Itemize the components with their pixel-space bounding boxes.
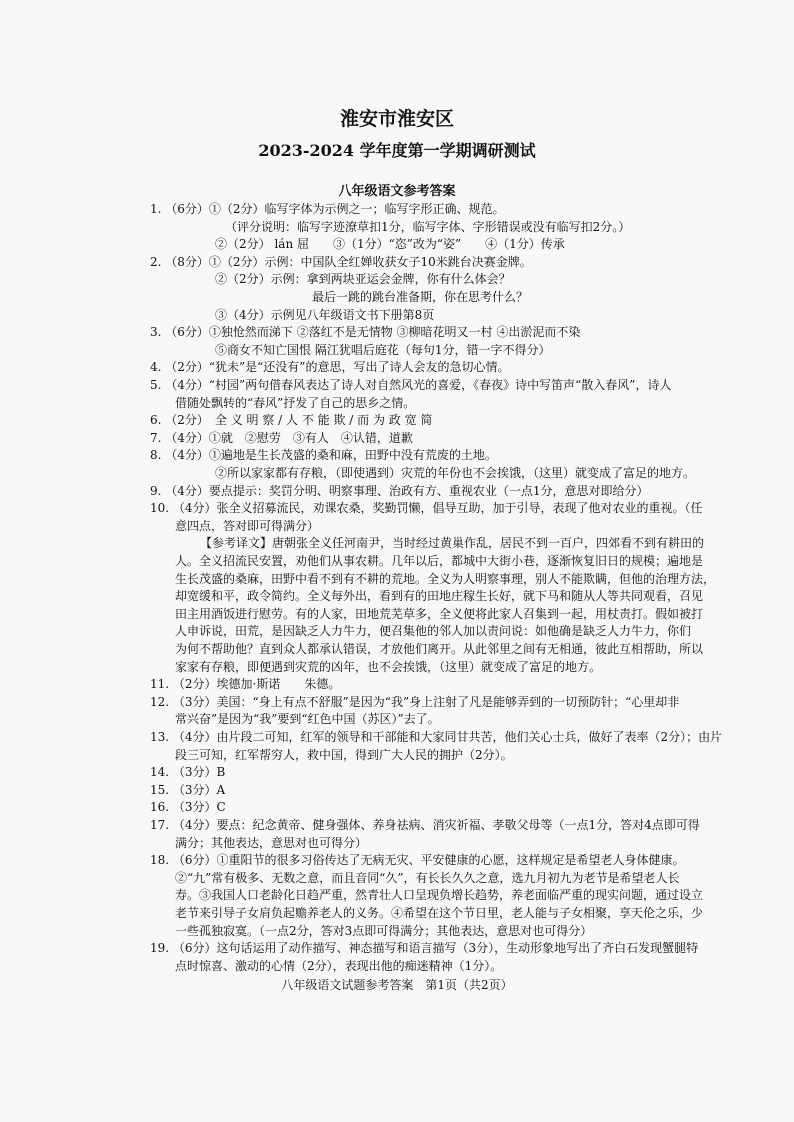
text-line: 17. （4分）要点：纪念黄帝、健身强体、养身祛病、消灾祈福、孝敬父母等（一点1分，答对4点即可得 [150, 818, 700, 832]
page-footer: 八年级语文试题参考答案 第1页（共2页） [281, 978, 513, 992]
text-line: 意四点，答对即可得满分） [175, 518, 320, 533]
text-line: ⑤商女不知亡国恨 隔江犹唱后庭花（每句1分，错一字不得分） [215, 342, 551, 357]
text-line: 【参考译文】唐朝张全义任河南尹，当时经过黄巢作乱，居民不到一百户，四郊看不到有耕田的 [200, 536, 705, 551]
text-line: 一些孤独寂寞。（一点2分，答对3点即可得满分；其他表达，意思对也可得分） [175, 923, 593, 938]
text-line: 借随处飘转的“春风”抒发了自己的思乡之情。 [175, 395, 416, 410]
text-line: 5. （4分）“村园”两句借春风表达了诗人对自然风光的喜爱，《春夜》诗中写笛声“散入春风”，诗人 [150, 378, 672, 392]
text-line: 人申诉说，田荒，是因缺乏人力牛力，便召集他的邻人加以责问说：如他确是缺乏人力牛力，你们 [175, 624, 692, 639]
text-line: ②所以家家都有存粮，（即使遇到）灾荒的年份也不会挨饿，（这里）就变成了富足的地方。 [215, 466, 696, 480]
text-line: 15. （3分）A [150, 782, 226, 797]
text-line: 生长茂盛的桑麻，田野中看不到有不耕的荒地。全义为人明察事理，别人不能欺瞒，但他的治理方法， [175, 571, 716, 586]
text-line: 3. （6分）①独怆然而涕下 ②落红不是无情物 ③柳暗花明又一村 ④出淤泥而不染 [150, 325, 581, 340]
text-line: 田主用酒饭进行慰劳。有的人家，田地荒芜草多，全义便将此家人召集到一起，用杖责打。假如被打 [175, 606, 704, 621]
text-line: 家家有存粮，即便遇到灾荒的凶年，也不会挨饿，（这里）就变成了富足的地方。 [175, 659, 602, 674]
text-line: 12. （3分）美国：“身上有点不舒服”是因为“我”身上注射了凡是能够弄到的一切预防针；“心里却非 [150, 694, 680, 709]
text-line: 最后一跳的跳台准备期，你在思考什么？ [312, 290, 529, 304]
text-line: 1. （6分）①（2分）临写字体为示例之一；临写字形正确、规范。 [150, 202, 505, 216]
text-line: 人。全义招流民安置，劝他们从事农耕。几年以后，都城中大街小巷，逐渐恢复旧日的规模；遍地是 [175, 554, 704, 568]
text-line: 13. （4分）由片段二可知，红军的领导和干部能和大家同甘共苦，他们关心士兵，做好了表率（2分）；由片 [150, 730, 723, 744]
text-line: 段三可知，红军帮穷人，救中国，得到广大人民的拥护（2分）。 [175, 747, 513, 762]
text-line: 19. （6分）这句话运用了动作描写、神态描写和语言描写（3分），生动形象地写出了齐白石发现蟹腿特 [150, 941, 699, 956]
text-line: 7. （4分）①就 ②慰劳 ③有人 ④认错，道歉 [150, 430, 413, 445]
text-line: 10. （4分）张全义招募流民，劝课农桑，奖勤罚懒，倡导互助，加于引导，表现了他对农业的重视。（任 [150, 501, 703, 516]
text-line: 4. （2分）“犹未”是“还没有”的意思，写出了诗人会友的急切心情。 [150, 360, 510, 375]
text-line: （评分说明：临写字迹潦草扣1分，临写字体、字形错误或没有临写扣2分。） [225, 219, 631, 234]
text-line: 9. （4分）要点提示：奖罚分明、明察事理、治政有方、重视农业（一点1分，意思对即给分） [150, 483, 649, 498]
text-line: 点时惊喜、激动的心情（2分），表现出他的痴迷精神（1分）。 [175, 958, 503, 973]
text-line: 为何不帮助他？直到众人都承认错误，才放他们离开。从此邻里之间有无相通，彼此互相帮助，所以 [175, 642, 704, 656]
text-line: 常兴奋”是因为“我”要到“红色中国（苏区）”去了。 [175, 712, 440, 727]
text-line: 18. （6分）①重阳节的很多习俗传达了无病无灾、平安健康的心愿，这样规定是希望老人身体健康。 [150, 853, 685, 868]
text-line: ③（4分）示例见八年级语文书下册第8页 [215, 307, 435, 322]
text-line: 14. （3分）B [150, 765, 226, 780]
page-title: 淮安市淮安区 [339, 108, 454, 130]
text-line: ②（2分） lán 屈 ③（1分）“恣”改为“姿” ④（1分）传承 [215, 237, 565, 252]
text-line: 2. （8分）①（2分）示例：中国队全红婵收获女子10米跳台决赛金牌。 [150, 254, 532, 269]
text-line: 16. （3分）C [150, 800, 226, 815]
text-line: 却宽缓和平，政令简约。全义每外出，看到有的田地庄稼生长好，就下马和随从人等共同观看，召见 [175, 589, 704, 604]
exam-subtitle: 2023-2024 学年度第一学期调研测试 [258, 141, 536, 160]
text-line: ②“九”常有极多、无数之意，而且音同“久”，有长长久久之意，选九月初九为老节是希望老人长 [175, 870, 680, 885]
text-line: 11. （2分）埃德加·斯诺 朱德。 [150, 677, 341, 692]
text-line: 老节来引导子女肩负起赡养老人的义务。④希望在这个节日里，老人能与子女相聚，享天伦之乐，少 [175, 906, 704, 920]
text-line: 满分；其他表达，意思对也可得分） [175, 835, 368, 850]
text-line: 6. （2分） 全 义 明 察 / 人 不 能 欺 / 而 为 政 宽 简 [150, 413, 433, 428]
text-line: 寿。③我国人口老龄化日趋严重，然青壮人口呈现负增长趋势，养老面临严重的现实问题，通过设立 [175, 888, 704, 903]
text-line: 8. （4分）①遍地是生长茂盛的桑和麻，田野中没有荒废的土地。 [150, 448, 497, 463]
text-line: ②（2分）示例：拿到两块亚运会金牌，你有什么体会？ [215, 272, 511, 287]
document-title: 八年级语文参考答案 [338, 184, 456, 199]
